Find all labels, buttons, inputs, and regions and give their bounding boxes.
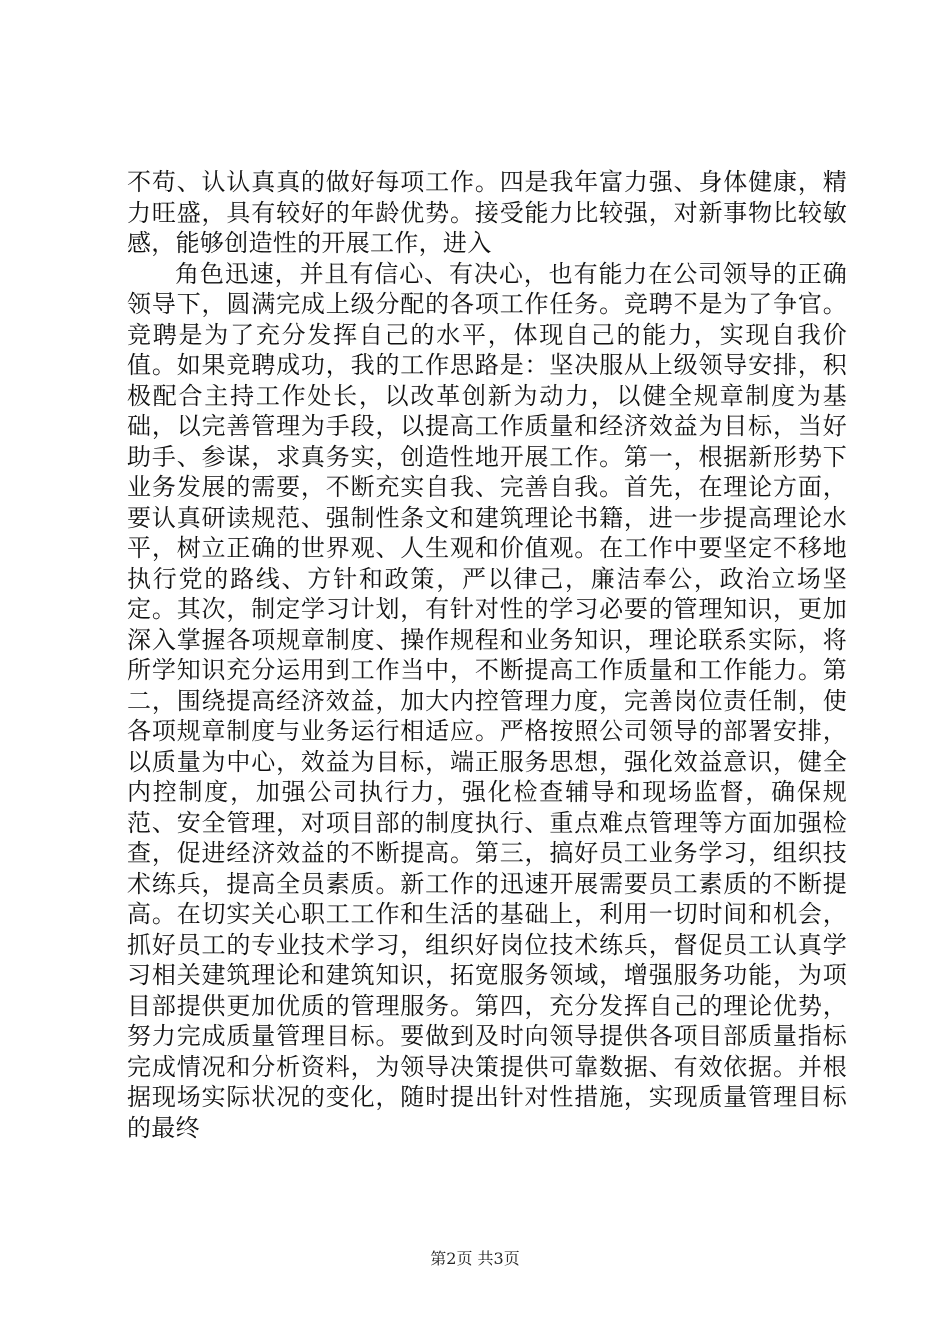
paragraph-main: 角色迅速，并且有信心、有决心，也有能力在公司领导的正确领导下，圆满完成上级分配的各项工作任务。竞聘不是为了争官。竞聘是为了充分发挥自己的水平，体现自己的能力，实现自我价值。如果竞聘成功，我的工作思路是：坚决服从上级领导安排，积极配合主持工作处长，以改革创新为动力，以健全规章制度为基础，以完善管理为手段，以提高工作质量和经济效益为目标，当好助手、参谋，求真务实，创造性地开展工作。第一，根据新形势下业务发展的需要，不断充实自我、完善自我。首先，在理论方面，要认真研读规范、强制性条文和建筑理论书籍，进一步提高理论水平，树立正确的世界观、人生观和价值观。在工作中要坚定不移地执行党的路线、方针和政策，严以律己，廉洁奉公，政治立场坚定。其次，制定学习计划，有针对性的学习必要的管理知识，更加深入掌握各项规章制度、操作规程和业务知识，理论联系实际，将所学知识充分运用到工作当中，不断提高工作质量和工作能力。第二，围绕提高经济效益，加大内控管理力度，完善岗位责任制，使各项规章制度与业务运行相适应。严格按照公司领导的部署安排，以质量为中心，效益为目标，端正服务思想，强化效益意识，健全内控制度，加强公司执行力，强化检查辅导和现场监督，确保规范、安全管理，对项目部的制度执行、重点难点管理等方面加强检查，促进经济效益的不断提高。第三，搞好员工业务学习，组织技术练兵，提高全员素质。新工作的迅速开展需要员工素质的不断提高。在切实关心职工工作和生活的基础上，利用一切时间和机会，抓好员工的专业技术学习，组织好岗位技术练兵，督促员工认真学习相关建筑理论和建筑知识，拓宽服务领域，增强服务功能，为项目部提供更加优质的管理服务。第四，充分发挥自己的理论优势，努力完成质量管理目标。要做到及时向领导提供各项目部质量指标完成情况和分析资料，为领导决策提供可靠数据、有效依据。并根据现场实际状况的变化，随时提出针对性措施，实现质量管理目标的最终 (127, 259, 847, 1142)
paragraph-continuation: 不苟、认认真真的做好每项工作。四是我年富力强、身体健康，精力旺盛，具有较好的年龄优势。接受能力比较强，对新事物比较敏感，能够创造性的开展工作，进入 (127, 168, 847, 257)
page-footer: 第2页 共3页 (430, 1249, 520, 1268)
document-body (127, 167, 847, 1143)
